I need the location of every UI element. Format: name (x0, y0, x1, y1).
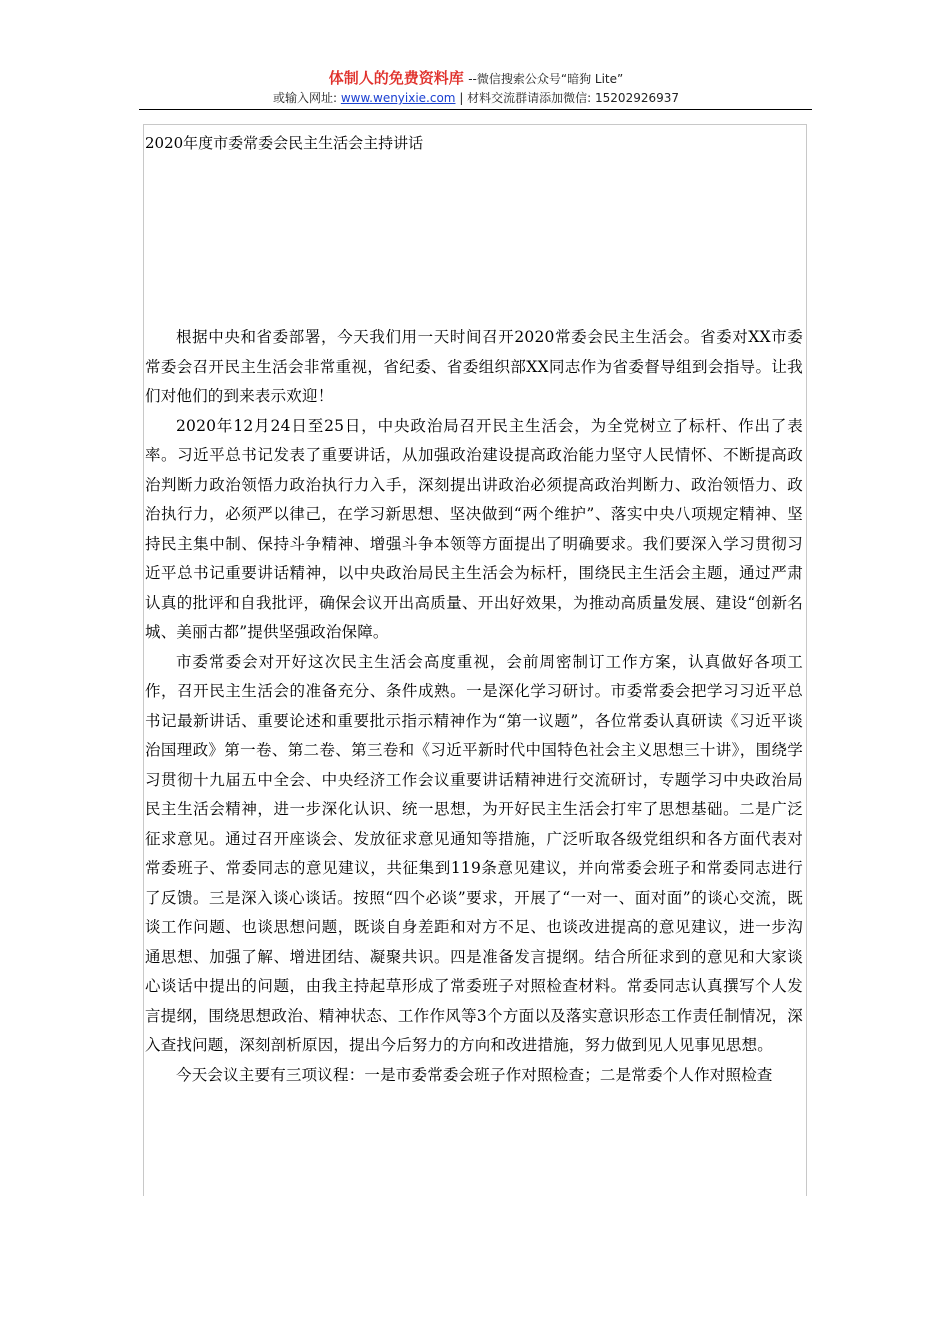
website-link[interactable]: www.wenyixie.com (340, 91, 456, 105)
paragraph-4: 今天会议主要有三项议程：一是市委常委会班子作对照检查；二是常委个人作对照检查 (176, 1065, 773, 1084)
header-divider (139, 109, 812, 110)
contact-suffix: | 材料交流群请添加微信: 15202926937 (455, 91, 680, 105)
paragraph-3: 市委常委会对开好这次民主生活会高度重视，会前周密制订工作方案，认真做好各项工作，召开民主生活会的准备充分、条件成熟。一是深化学习研讨。市委常委会把学习习近平总书记最新讲话、重要论述和重要批示指示精神作为“第一议题”，各位常委认真研读《习近平谈治国理政》第一卷、第二卷、第三卷和《习近平新时代中国特色社会主义思想三十讲》，围绕学习贯彻十九届五中全会、中央经济工作会议重要讲话精神进行交流研讨，专题学习中央政治局民主生活会精神，进一步深化认识、统一思想，为开好民主生活会打牢了思想基础。二是广泛征求意见。通过召开座谈会、发放征求意见通知等措施，广泛听取各级党组织和各方面代表对常委班子、常委同志的意见建议，共征集到119条意见建议，并向常委会班子和常委同志进行了反馈。三是深入谈心谈话。按照“四个必谈”要求，开展了“一对一、面对面”的谈心交流，既谈工作问题、也谈思想问题，既谈自身差距和对方不足、也谈改进提高的意见建议，进一步沟通思想、加强了解、增进团结、凝聚共识。四是准备发言提纲。结合所征求到的意见和大家谈心谈话中提出的问题，由我主持起草形成了常委班子对照检查材料。常委同志认真撰写个人发言提纲，围绕思想政治、精神状态、工作作风等3个方面以及落实意识形态工作责任制情况，深入查找问题，深刻剖析原因，提出今后努力的方向和改进措施，努力做到见人见事见思想。 (145, 652, 803, 1054)
wechat-tagline: --微信搜索公众号“暗狗 Lite” (468, 72, 624, 86)
url-prefix: 或输入网址: (272, 91, 341, 105)
document-body (145, 323, 803, 1090)
paragraph-2: 2020年12月24日至25日，中央政治局召开民主生活会，为全党树立了标杆、作出了表率。习近平总书记发表了重要讲话，从加强政治建设提高政治能力坚守人民情怀、不断提高政治判断力政治领悟力政治执行力入手，深刻提出讲政治必须提高政治判断力、政治领悟力、政治执行力，必须严以律己，在学习新思想、坚决做到“两个维护”、落实中央八项规定精神、坚持民主集中制、保持斗争精神、增强斗争本领等方面提出了明确要求。我们要深入学习贯彻习近平总书记重要讲话精神，以中央政治局民主生活会为标杆，围绕民主生活会主题，通过严肃认真的批评和自我批评，确保会议开出高质量、开出好效果，为推动高质量发展、建设“创新名城、美丽古都”提供坚强政治保障。 (145, 416, 803, 641)
page-header (140, 68, 812, 107)
brand-title: 体制人的免费资料库 (328, 69, 464, 87)
document-title: 2020年度市委常委会民主生活会主持讲话 (145, 134, 424, 152)
paragraph-1: 根据中央和省委部署，今天我们用一天时间召开2020常委会民主生活会。省委对XX市委常委会召开民主生活会非常重视，省纪委、省委组织部XX同志作为省委督导组到会指导。让我们对他们的到来表示欢迎！ (145, 328, 803, 405)
document-frame (143, 124, 807, 1196)
header-banner (140, 68, 812, 89)
header-contact (140, 89, 812, 107)
